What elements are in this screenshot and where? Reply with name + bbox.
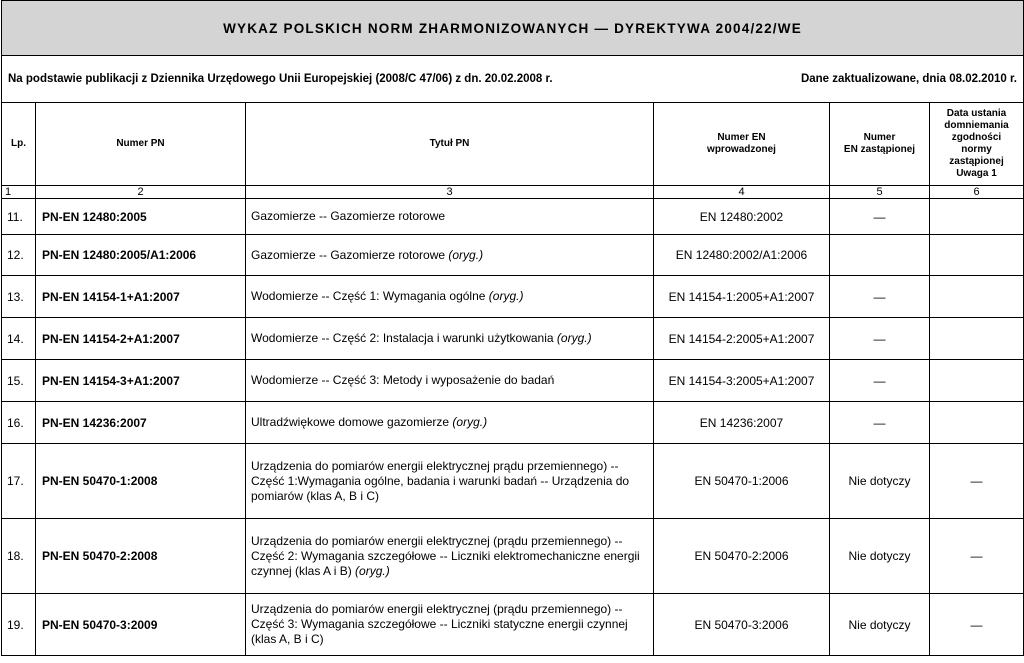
column-number: 2 [36, 186, 246, 199]
table-row [2, 402, 1024, 444]
row-pn-number: PN-EN 50470-2:2008 [36, 519, 246, 594]
row-title-suffix: (oryg.) [448, 247, 484, 262]
row-en-introduced: EN 14154-2:2005+A1:2007 [654, 318, 830, 360]
row-title-text: Wodomierze -- Część 1: Wymagania ogólne [251, 289, 489, 303]
column-number: 1 [2, 186, 36, 199]
row-lp: 12. [2, 235, 36, 276]
row-date: — [930, 594, 1024, 656]
row-title-text: Urządzenia do pomiarów energii elektrycznej (prądu przemiennego) -- Część 2: Wymagania szczegółowe -- Liczniki elektromechaniczne energii czynnej (klas A i B) [251, 533, 640, 578]
header-date-line4: normy [961, 144, 992, 155]
row-lp: 11. [2, 199, 36, 235]
table-row [2, 199, 1024, 235]
row-date [930, 402, 1024, 444]
header-date-line5: zastąpionej [949, 156, 1004, 167]
row-title [246, 519, 654, 594]
row-title-text: Urządzenia do pomiarów energii elektrycznej prądu przemiennego) -- Część 1:Wymagania ogólne, badania i warunki badań -- Urządzenia do pomiarów (klas A, B i C) [251, 458, 630, 503]
header-lp: Lp. [2, 103, 36, 186]
row-title [246, 318, 654, 360]
row-title-text: Wodomierze -- Część 2: Instalacja i warunki użytkowania [251, 331, 557, 345]
row-en-introduced: EN 12480:2002/A1:2006 [654, 235, 830, 276]
row-en-replaced: Nie dotyczy [830, 594, 930, 656]
column-number: 5 [830, 186, 930, 199]
header-date-line3: zgodności [951, 132, 1002, 143]
row-title [246, 235, 654, 276]
row-pn-number: PN-EN 50470-1:2008 [36, 444, 246, 519]
row-title-text: Gazomierze -- Gazomierze rotorowe [251, 247, 449, 262]
row-en-introduced: EN 50470-3:2006 [654, 594, 830, 656]
header-date [930, 103, 1024, 186]
updated-note: Dane zaktualizowane, dnia 08.02.2010 r. [800, 73, 1017, 85]
row-title-text: Gazomierze -- Gazomierze rotorowe [251, 209, 446, 223]
row-pn-number: PN-EN 12480:2005/A1:2006 [36, 235, 246, 276]
standards-table [1, 0, 1024, 656]
row-pn-number: PN-EN 14154-3+A1:2007 [36, 360, 246, 402]
row-date [930, 235, 1024, 276]
column-number: 6 [930, 186, 1024, 199]
header-row [2, 103, 1024, 186]
table-row [2, 519, 1024, 594]
column-number-row [2, 186, 1024, 199]
row-date [930, 360, 1024, 402]
row-title [246, 276, 654, 318]
row-pn-number: PN-EN 50470-3:2009 [36, 594, 246, 656]
row-en-introduced: EN 12480:2002 [654, 199, 830, 235]
row-title-suffix: (oryg.) [556, 331, 592, 345]
table-row [2, 318, 1024, 360]
header-date-line2: domniemania [944, 120, 1009, 131]
row-en-replaced [830, 235, 930, 276]
row-pn-number: PN-EN 14236:2007 [36, 402, 246, 444]
row-en-introduced: EN 50470-1:2006 [654, 444, 830, 519]
row-title [246, 444, 654, 519]
header-en-introduced-line2: wprowadzonej [707, 144, 776, 155]
row-en-replaced: Nie dotyczy [830, 444, 930, 519]
row-pn-number: PN-EN 14154-1+A1:2007 [36, 276, 246, 318]
row-date: — [930, 519, 1024, 594]
row-lp: 13. [2, 276, 36, 318]
row-en-replaced: — [830, 199, 930, 235]
row-lp: 18. [2, 519, 36, 594]
row-title [246, 360, 654, 402]
row-lp: 17. [2, 444, 36, 519]
header-en-replaced-line1: Numer [863, 132, 896, 143]
row-date: — [930, 444, 1024, 519]
row-lp: 15. [2, 360, 36, 402]
row-lp: 16. [2, 402, 36, 444]
header-pn-number: Numer PN [36, 103, 246, 186]
header-date-line1: Data ustania [946, 108, 1007, 119]
row-en-introduced: EN 14154-3:2005+A1:2007 [654, 360, 830, 402]
column-number: 3 [246, 186, 654, 199]
row-pn-number: PN-EN 12480:2005 [36, 199, 246, 235]
header-en-replaced-line2: EN zastąpionej [843, 144, 916, 155]
row-en-replaced: — [830, 360, 930, 402]
row-lp: 19. [2, 594, 36, 656]
table-row [2, 444, 1024, 519]
row-title [246, 199, 654, 235]
header-en-replaced [830, 103, 930, 186]
header-pn-title: Tytuł PN [246, 103, 654, 186]
header-en-introduced-line1: Numer EN [717, 132, 766, 143]
column-number: 4 [654, 186, 830, 199]
row-en-introduced: EN 50470-2:2006 [654, 519, 830, 594]
row-lp: 14. [2, 318, 36, 360]
source-note: Na podstawie publikacji z Dziennika Urzędowego Unii Europejskiej (2008/C 47/06) z dn. 20.02.2008 r. [8, 73, 553, 85]
row-title-suffix: (oryg.) [452, 415, 488, 429]
row-pn-number: PN-EN 14154-2+A1:2007 [36, 318, 246, 360]
row-en-replaced: Nie dotyczy [830, 519, 930, 594]
row-date [930, 199, 1024, 235]
row-title-suffix: (oryg.) [355, 563, 390, 578]
row-title-text: Wodomierze -- Część 3: Metody i wyposażenie do badań [251, 373, 555, 387]
row-title-text: Ultradźwiękowe domowe gazomierze [251, 415, 453, 429]
row-en-replaced: — [830, 318, 930, 360]
table-row [2, 594, 1024, 656]
table-row [2, 360, 1024, 402]
document-title: WYKAZ POLSKICH NORM ZHARMONIZOWANYCH — DYREKTYWA 2004/22/WE [2, 1, 1024, 56]
header-date-line6: Uwaga 1 [956, 168, 997, 179]
row-en-replaced: — [830, 276, 930, 318]
table-row [2, 235, 1024, 276]
row-en-replaced: — [830, 402, 930, 444]
row-date [930, 318, 1024, 360]
row-en-introduced: EN 14236:2007 [654, 402, 830, 444]
table-row [2, 276, 1024, 318]
row-title-text: Urządzenia do pomiarów energii elektrycznej (prądu przemiennego) -- Część 3: Wymagania szczegółowe -- Liczniki statyczne energii czynnej (klas A, B i C) [251, 602, 628, 646]
row-title [246, 594, 654, 656]
row-title [246, 402, 654, 444]
info-bar [2, 56, 1024, 103]
header-en-introduced [654, 103, 830, 186]
row-en-introduced: EN 14154-1:2005+A1:2007 [654, 276, 830, 318]
row-title-suffix: (oryg.) [488, 289, 524, 303]
row-date [930, 276, 1024, 318]
